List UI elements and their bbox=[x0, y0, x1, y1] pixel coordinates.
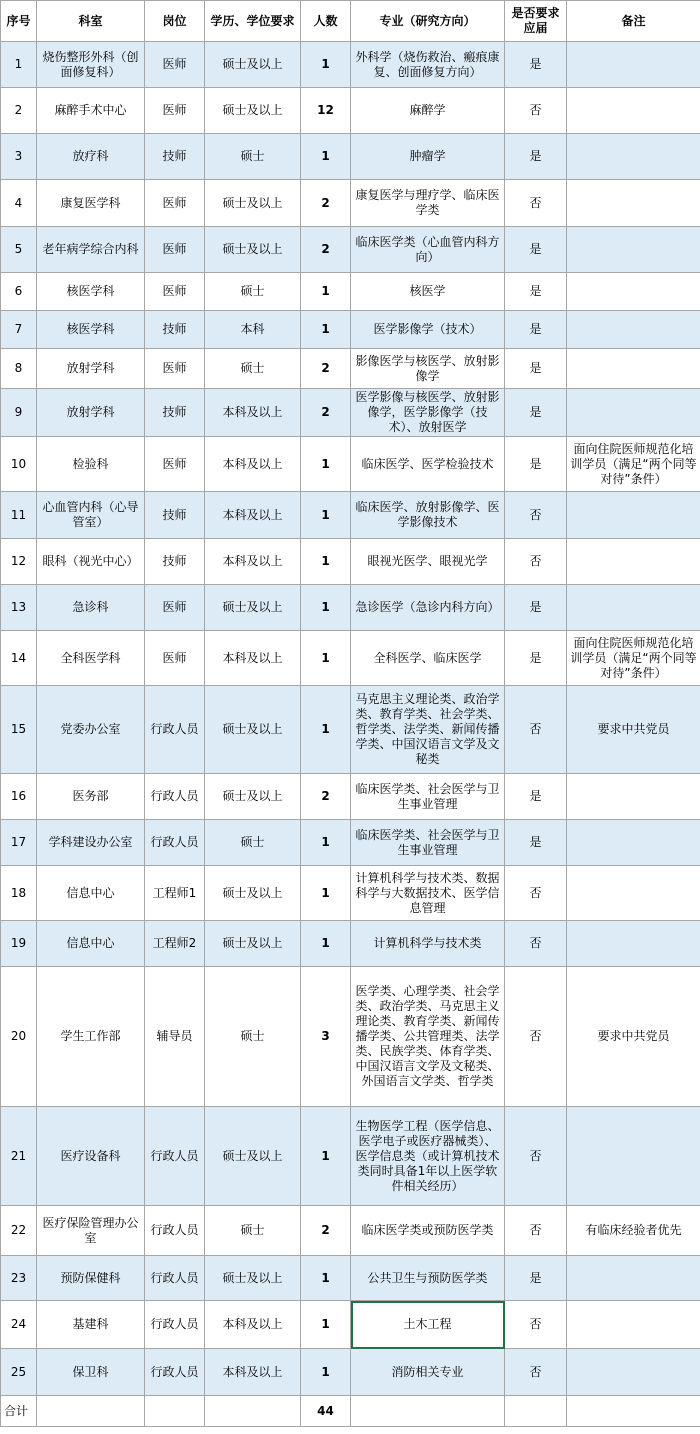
cell-no: 5 bbox=[1, 227, 37, 273]
cell-fresh: 否 bbox=[505, 1301, 567, 1349]
cell-no: 12 bbox=[1, 539, 37, 585]
cell-fresh: 否 bbox=[505, 1206, 567, 1256]
cell-edu: 本科 bbox=[205, 311, 301, 349]
cell-note: 有临床经验者优先 bbox=[567, 1206, 700, 1256]
header-note: 备注 bbox=[567, 1, 700, 42]
cell-major: 急诊医学（急诊内科方向） bbox=[351, 585, 505, 631]
cell-dept: 放疗科 bbox=[37, 134, 145, 180]
cell-post: 行政人员 bbox=[145, 1206, 205, 1256]
cell-major: 计算机科学与技术类 bbox=[351, 921, 505, 967]
cell-major: 肿瘤学 bbox=[351, 134, 505, 180]
cell-note bbox=[567, 1301, 700, 1349]
cell-note bbox=[567, 1349, 700, 1396]
table-row bbox=[1, 1107, 700, 1206]
cell-count: 1 bbox=[301, 273, 351, 311]
cell-fresh: 否 bbox=[505, 88, 567, 134]
total-count: 44 bbox=[301, 1396, 351, 1427]
cell-note bbox=[567, 42, 700, 88]
cell-count: 2 bbox=[301, 227, 351, 273]
table-row bbox=[1, 389, 700, 437]
cell-note bbox=[567, 389, 700, 437]
cell-fresh: 是 bbox=[505, 349, 567, 389]
cell-note: 面向住院医师规范化培训学员（满足“两个同等对待”条件） bbox=[567, 631, 700, 686]
cell-count: 2 bbox=[301, 774, 351, 820]
cell-major: 外科学（烧伤救治、瘢痕康复、创面修复方向） bbox=[351, 42, 505, 88]
cell-fresh: 否 bbox=[505, 686, 567, 774]
cell-edu: 硕士及以上 bbox=[205, 42, 301, 88]
cell-note bbox=[567, 349, 700, 389]
cell-count: 1 bbox=[301, 585, 351, 631]
table-row bbox=[1, 686, 700, 774]
cell-fresh: 是 bbox=[505, 585, 567, 631]
cell-major: 临床医学、医学检验技术 bbox=[351, 437, 505, 492]
cell-major: 临床医学类或预防医学类 bbox=[351, 1206, 505, 1256]
cell-note bbox=[567, 774, 700, 820]
table-row bbox=[1, 866, 700, 921]
cell-edu: 本科及以上 bbox=[205, 389, 301, 437]
cell-no: 4 bbox=[1, 180, 37, 227]
table-row bbox=[1, 820, 700, 866]
cell-post: 医师 bbox=[145, 437, 205, 492]
cell-no: 11 bbox=[1, 492, 37, 539]
cell-note bbox=[567, 585, 700, 631]
cell-count: 2 bbox=[301, 349, 351, 389]
cell-empty bbox=[351, 1396, 505, 1427]
cell-fresh: 是 bbox=[505, 42, 567, 88]
cell-count: 1 bbox=[301, 437, 351, 492]
cell-note bbox=[567, 88, 700, 134]
cell-post: 工程师1 bbox=[145, 866, 205, 921]
cell-edu: 硕士及以上 bbox=[205, 774, 301, 820]
cell-major: 医学影像学（技术） bbox=[351, 311, 505, 349]
cell-count: 1 bbox=[301, 311, 351, 349]
cell-note bbox=[567, 180, 700, 227]
cell-note bbox=[567, 134, 700, 180]
total-row bbox=[1, 1396, 700, 1427]
cell-major: 公共卫生与预防医学类 bbox=[351, 1256, 505, 1301]
cell-post: 医师 bbox=[145, 631, 205, 686]
cell-count: 1 bbox=[301, 134, 351, 180]
cell-note bbox=[567, 1256, 700, 1301]
cell-edu: 硕士及以上 bbox=[205, 1256, 301, 1301]
cell-post: 医师 bbox=[145, 349, 205, 389]
cell-fresh: 是 bbox=[505, 273, 567, 311]
cell-post: 行政人员 bbox=[145, 1301, 205, 1349]
cell-dept: 老年病学综合内科 bbox=[37, 227, 145, 273]
cell-fresh: 否 bbox=[505, 1349, 567, 1396]
table-row bbox=[1, 311, 700, 349]
cell-count: 1 bbox=[301, 1349, 351, 1396]
cell-edu: 硕士 bbox=[205, 820, 301, 866]
cell-major: 临床医学类（心血管内科方向） bbox=[351, 227, 505, 273]
cell-post: 医师 bbox=[145, 42, 205, 88]
cell-dept: 核医学科 bbox=[37, 273, 145, 311]
cell-post: 技师 bbox=[145, 539, 205, 585]
cell-no: 15 bbox=[1, 686, 37, 774]
cell-edu: 硕士及以上 bbox=[205, 866, 301, 921]
table-row bbox=[1, 492, 700, 539]
header-dept: 科室 bbox=[37, 1, 145, 42]
cell-empty bbox=[505, 1396, 567, 1427]
cell-dept: 医疗保险管理办公室 bbox=[37, 1206, 145, 1256]
cell-fresh: 否 bbox=[505, 967, 567, 1107]
table-row bbox=[1, 921, 700, 967]
cell-note: 面向住院医师规范化培训学员（满足“两个同等对待”条件） bbox=[567, 437, 700, 492]
cell-post: 技师 bbox=[145, 389, 205, 437]
cell-empty bbox=[567, 1396, 700, 1427]
cell-note bbox=[567, 866, 700, 921]
cell-major: 眼视光医学、眼视光学 bbox=[351, 539, 505, 585]
table-row bbox=[1, 774, 700, 820]
cell-no: 6 bbox=[1, 273, 37, 311]
cell-dept: 放射学科 bbox=[37, 349, 145, 389]
cell-count: 1 bbox=[301, 921, 351, 967]
cell-no: 19 bbox=[1, 921, 37, 967]
cell-count: 1 bbox=[301, 1301, 351, 1349]
cell-edu: 硕士及以上 bbox=[205, 686, 301, 774]
cell-note bbox=[567, 539, 700, 585]
cell-dept: 全科医学科 bbox=[37, 631, 145, 686]
header-count: 人数 bbox=[301, 1, 351, 42]
cell-major: 生物医学工程（医学信息、医学电子或医疗器械类）、医学信息类（或计算机技术类同时具备1年以上医学软件相关经历） bbox=[351, 1107, 505, 1206]
cell-post: 技师 bbox=[145, 134, 205, 180]
cell-no: 20 bbox=[1, 967, 37, 1107]
cell-no: 1 bbox=[1, 42, 37, 88]
total-label: 合计 bbox=[1, 1396, 37, 1427]
cell-post: 行政人员 bbox=[145, 1107, 205, 1206]
cell-note bbox=[567, 273, 700, 311]
cell-no: 18 bbox=[1, 866, 37, 921]
cell-dept: 党委办公室 bbox=[37, 686, 145, 774]
cell-count: 3 bbox=[301, 967, 351, 1107]
cell-note: 要求中共党员 bbox=[567, 686, 700, 774]
cell-dept: 保卫科 bbox=[37, 1349, 145, 1396]
cell-edu: 硕士及以上 bbox=[205, 227, 301, 273]
cell-edu: 本科及以上 bbox=[205, 492, 301, 539]
cell-no: 10 bbox=[1, 437, 37, 492]
cell-empty bbox=[205, 1396, 301, 1427]
cell-post: 医师 bbox=[145, 585, 205, 631]
cell-post: 行政人员 bbox=[145, 820, 205, 866]
table-row bbox=[1, 1206, 700, 1256]
cell-dept: 心血管内科（心导管室） bbox=[37, 492, 145, 539]
cell-dept: 烧伤整形外科（创面修复科） bbox=[37, 42, 145, 88]
cell-edu: 硕士及以上 bbox=[205, 1107, 301, 1206]
cell-fresh: 是 bbox=[505, 1256, 567, 1301]
cell-dept: 学科建设办公室 bbox=[37, 820, 145, 866]
table-row bbox=[1, 227, 700, 273]
cell-edu: 硕士 bbox=[205, 349, 301, 389]
cell-dept: 信息中心 bbox=[37, 866, 145, 921]
cell-empty bbox=[37, 1396, 145, 1427]
cell-major: 临床医学、放射影像学、医学影像技术 bbox=[351, 492, 505, 539]
cell-major: 医学类、心理学类、社会学类、政治学类、马克思主义理论类、教育学类、新闻传播学类、公共管理类、法学类、民族学类、体育学类、中国汉语言文学及文秘类、外国语言文学类、哲学类 bbox=[351, 967, 505, 1107]
cell-major-selected[interactable]: 土木工程 bbox=[351, 1301, 505, 1349]
table-row bbox=[1, 437, 700, 492]
header-row bbox=[1, 1, 700, 42]
cell-fresh: 否 bbox=[505, 492, 567, 539]
cell-major: 消防相关专业 bbox=[351, 1349, 505, 1396]
cell-post: 工程师2 bbox=[145, 921, 205, 967]
cell-count: 2 bbox=[301, 1206, 351, 1256]
cell-no: 25 bbox=[1, 1349, 37, 1396]
cell-dept: 预防保健科 bbox=[37, 1256, 145, 1301]
cell-post: 技师 bbox=[145, 311, 205, 349]
cell-edu: 硕士 bbox=[205, 134, 301, 180]
cell-count: 1 bbox=[301, 866, 351, 921]
cell-dept: 核医学科 bbox=[37, 311, 145, 349]
table-row bbox=[1, 1349, 700, 1396]
cell-fresh: 是 bbox=[505, 820, 567, 866]
cell-edu: 硕士及以上 bbox=[205, 585, 301, 631]
cell-no: 14 bbox=[1, 631, 37, 686]
cell-post: 医师 bbox=[145, 88, 205, 134]
cell-major: 康复医学与理疗学、临床医学类 bbox=[351, 180, 505, 227]
cell-no: 8 bbox=[1, 349, 37, 389]
cell-no: 3 bbox=[1, 134, 37, 180]
table-row bbox=[1, 88, 700, 134]
cell-fresh: 否 bbox=[505, 539, 567, 585]
cell-edu: 本科及以上 bbox=[205, 539, 301, 585]
cell-edu: 硕士 bbox=[205, 1206, 301, 1256]
cell-edu: 本科及以上 bbox=[205, 631, 301, 686]
cell-no: 7 bbox=[1, 311, 37, 349]
table-row bbox=[1, 42, 700, 88]
cell-major: 临床医学类、社会医学与卫生事业管理 bbox=[351, 820, 505, 866]
cell-no: 21 bbox=[1, 1107, 37, 1206]
table-row bbox=[1, 1256, 700, 1301]
cell-no: 9 bbox=[1, 389, 37, 437]
header-edu: 学历、学位要求 bbox=[205, 1, 301, 42]
cell-edu: 本科及以上 bbox=[205, 1301, 301, 1349]
cell-note bbox=[567, 820, 700, 866]
cell-edu: 硕士 bbox=[205, 967, 301, 1107]
cell-post: 医师 bbox=[145, 227, 205, 273]
cell-post: 行政人员 bbox=[145, 1349, 205, 1396]
cell-count: 1 bbox=[301, 686, 351, 774]
cell-major: 影像医学与核医学、放射影像学 bbox=[351, 349, 505, 389]
cell-count: 1 bbox=[301, 1256, 351, 1301]
table-row bbox=[1, 273, 700, 311]
cell-post: 辅导员 bbox=[145, 967, 205, 1107]
header-major: 专业（研究方向） bbox=[351, 1, 505, 42]
cell-dept: 检验科 bbox=[37, 437, 145, 492]
cell-major: 核医学 bbox=[351, 273, 505, 311]
cell-dept: 急诊科 bbox=[37, 585, 145, 631]
cell-fresh: 是 bbox=[505, 134, 567, 180]
cell-no: 23 bbox=[1, 1256, 37, 1301]
cell-dept: 学生工作部 bbox=[37, 967, 145, 1107]
cell-note bbox=[567, 227, 700, 273]
cell-fresh: 是 bbox=[505, 437, 567, 492]
cell-dept: 眼科（视光中心） bbox=[37, 539, 145, 585]
cell-post: 医师 bbox=[145, 273, 205, 311]
cell-edu: 硕士及以上 bbox=[205, 180, 301, 227]
cell-post: 行政人员 bbox=[145, 1256, 205, 1301]
cell-count: 2 bbox=[301, 389, 351, 437]
cell-major: 麻醉学 bbox=[351, 88, 505, 134]
cell-edu: 硕士及以上 bbox=[205, 88, 301, 134]
cell-edu: 硕士及以上 bbox=[205, 921, 301, 967]
cell-dept: 麻醉手术中心 bbox=[37, 88, 145, 134]
cell-edu: 硕士 bbox=[205, 273, 301, 311]
cell-fresh: 是 bbox=[505, 774, 567, 820]
cell-note bbox=[567, 311, 700, 349]
cell-dept: 基建科 bbox=[37, 1301, 145, 1349]
cell-no: 2 bbox=[1, 88, 37, 134]
table-row bbox=[1, 967, 700, 1107]
cell-note bbox=[567, 1107, 700, 1206]
table-row bbox=[1, 180, 700, 227]
cell-count: 1 bbox=[301, 1107, 351, 1206]
cell-no: 22 bbox=[1, 1206, 37, 1256]
cell-fresh: 否 bbox=[505, 180, 567, 227]
cell-post: 行政人员 bbox=[145, 774, 205, 820]
header-post: 岗位 bbox=[145, 1, 205, 42]
cell-count: 1 bbox=[301, 42, 351, 88]
cell-dept: 信息中心 bbox=[37, 921, 145, 967]
table-row bbox=[1, 539, 700, 585]
cell-major: 医学影像与核医学、放射影像学，医学影像学（技术）、放射医学 bbox=[351, 389, 505, 437]
table-row bbox=[1, 631, 700, 686]
cell-major: 马克思主义理论类、政治学类、教育学类、社会学类、哲学类、法学类、新闻传播学类、中国汉语言文学及文秘类 bbox=[351, 686, 505, 774]
cell-major: 全科医学、临床医学 bbox=[351, 631, 505, 686]
cell-count: 1 bbox=[301, 539, 351, 585]
table-row bbox=[1, 585, 700, 631]
table-row bbox=[1, 1301, 700, 1349]
cell-major: 临床医学类、社会医学与卫生事业管理 bbox=[351, 774, 505, 820]
cell-no: 17 bbox=[1, 820, 37, 866]
cell-post: 行政人员 bbox=[145, 686, 205, 774]
cell-fresh: 否 bbox=[505, 1107, 567, 1206]
cell-note bbox=[567, 921, 700, 967]
cell-fresh: 是 bbox=[505, 227, 567, 273]
cell-dept: 放射学科 bbox=[37, 389, 145, 437]
table-row bbox=[1, 134, 700, 180]
cell-post: 技师 bbox=[145, 492, 205, 539]
cell-major: 计算机科学与技术类、数据科学与大数据技术、医学信息管理 bbox=[351, 866, 505, 921]
cell-no: 24 bbox=[1, 1301, 37, 1349]
table-row bbox=[1, 349, 700, 389]
cell-edu: 本科及以上 bbox=[205, 1349, 301, 1396]
cell-note: 要求中共党员 bbox=[567, 967, 700, 1107]
cell-fresh: 否 bbox=[505, 921, 567, 967]
header-fresh: 是否要求应届 bbox=[505, 1, 567, 42]
cell-no: 16 bbox=[1, 774, 37, 820]
cell-fresh: 是 bbox=[505, 631, 567, 686]
cell-fresh: 否 bbox=[505, 866, 567, 921]
cell-count: 2 bbox=[301, 180, 351, 227]
cell-count: 1 bbox=[301, 492, 351, 539]
header-no: 序号 bbox=[1, 1, 37, 42]
cell-fresh: 是 bbox=[505, 389, 567, 437]
cell-post: 医师 bbox=[145, 180, 205, 227]
cell-no: 13 bbox=[1, 585, 37, 631]
cell-count: 12 bbox=[301, 88, 351, 134]
cell-empty bbox=[145, 1396, 205, 1427]
cell-dept: 医疗设备科 bbox=[37, 1107, 145, 1206]
cell-edu: 本科及以上 bbox=[205, 437, 301, 492]
cell-fresh: 是 bbox=[505, 311, 567, 349]
cell-dept: 康复医学科 bbox=[37, 180, 145, 227]
cell-count: 1 bbox=[301, 631, 351, 686]
cell-note bbox=[567, 492, 700, 539]
cell-dept: 医务部 bbox=[37, 774, 145, 820]
cell-count: 1 bbox=[301, 820, 351, 866]
